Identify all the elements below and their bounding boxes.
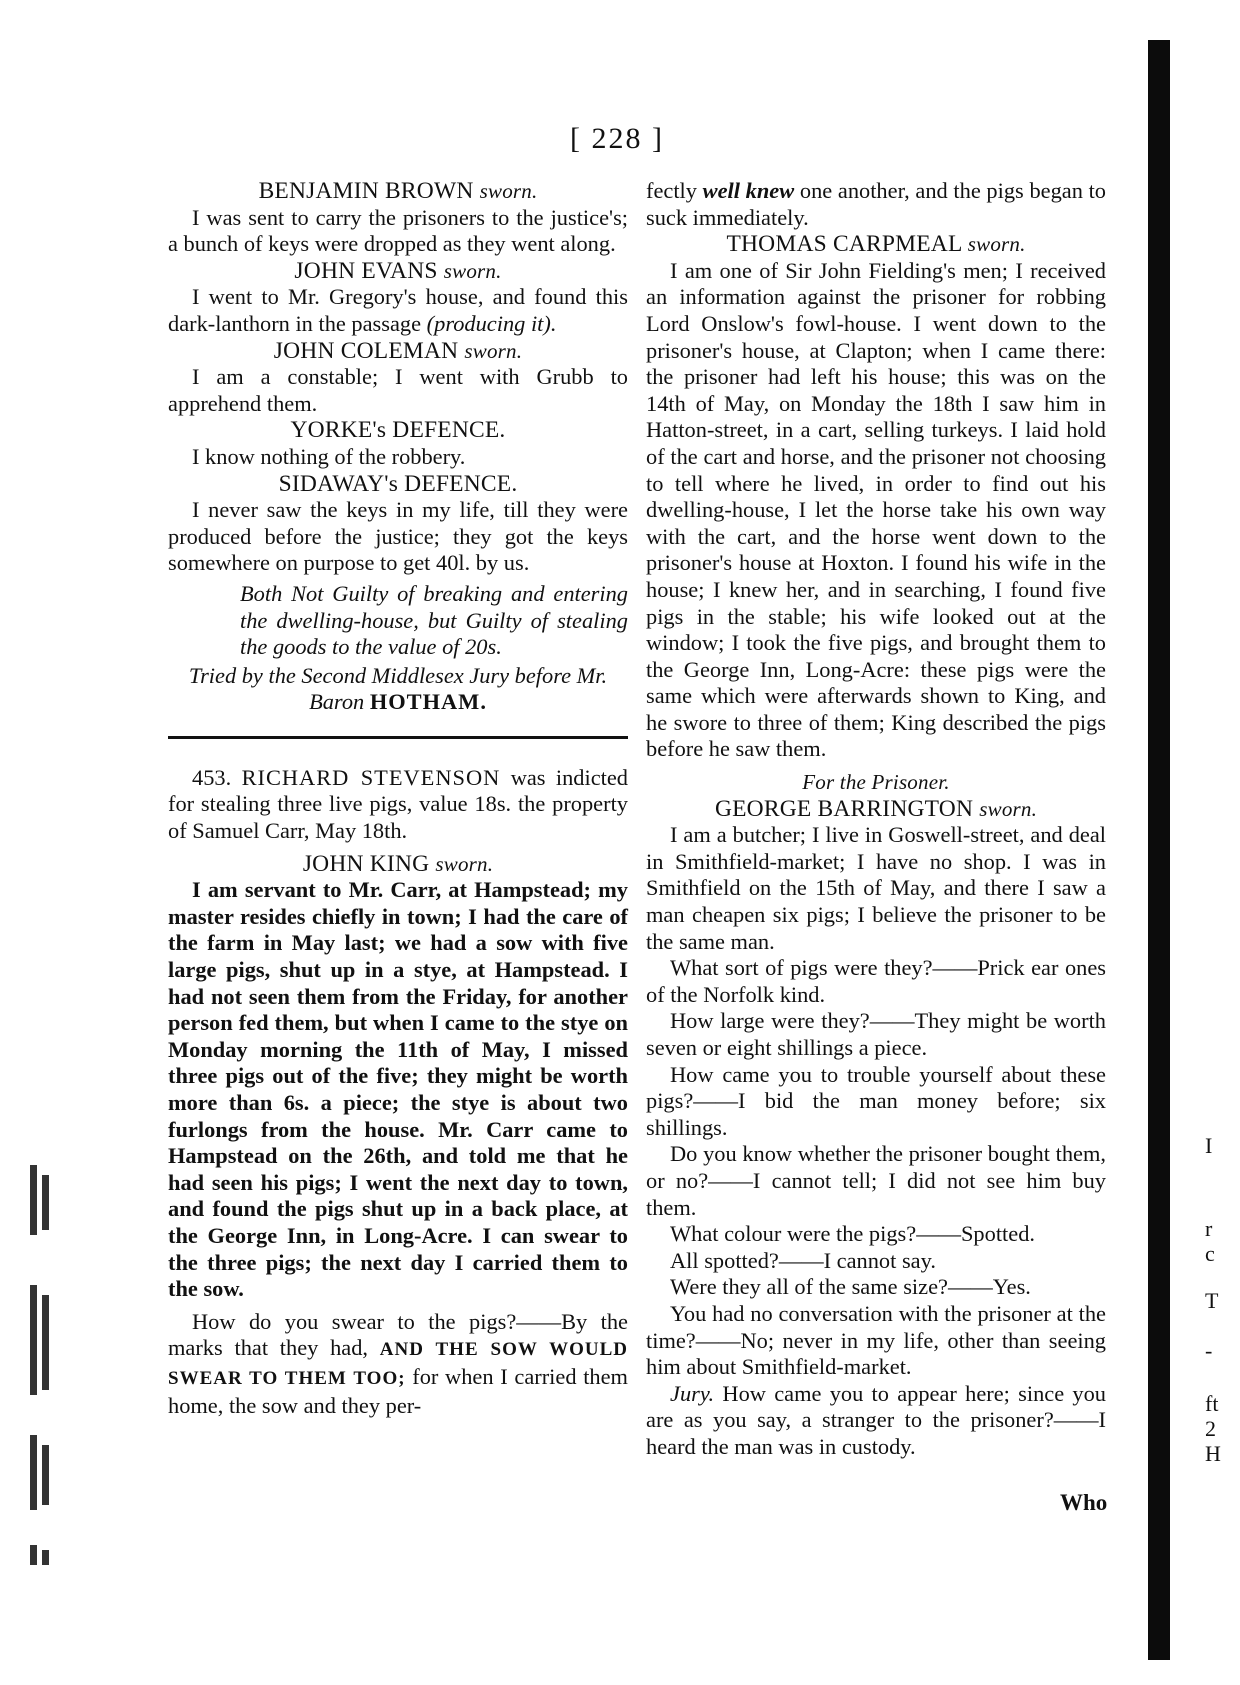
question-answer: Do you know whether the prisoner bought them, or no?——I cannot tell; I did not see him buy them. xyxy=(646,1141,1106,1220)
question-answer: Were they all of the same size?——Yes. xyxy=(670,1274,1031,1300)
right-column xyxy=(646,178,1106,1461)
edge-fragment: H xyxy=(1205,1441,1221,1466)
question-answer: What colour were the pigs?——Spotted. xyxy=(670,1221,1035,1247)
question-answer: All spotted?——I cannot say. xyxy=(670,1247,936,1273)
witness-heading: BENJAMIN BROWN sworn. xyxy=(258,178,538,204)
witness-heading: GEORGE BARRINGTON sworn. xyxy=(714,795,1038,822)
testimony-paragraph: I am a constable; I went with Grubb to apprehend them. xyxy=(168,364,628,416)
left-column xyxy=(168,178,628,1419)
section-subheading: For the Prisoner. xyxy=(802,770,950,795)
case-indictment: 453. RICHARD STEVENSON was indicted for stealing three live pigs, value 18s. the property of Samuel Carr, May 18th. xyxy=(168,764,628,844)
edge-fragment: I xyxy=(1205,1133,1213,1158)
testimony-paragraph: fectly well knew one another, and the pigs began to suck immediately. xyxy=(646,178,1106,230)
witness-heading: JOHN COLEMAN sworn. xyxy=(273,337,523,364)
witness-heading: JOHN KING sworn. xyxy=(302,850,494,877)
question-answer: How came you to trouble yourself about these pigs?——I bid the man money before; six shillings. xyxy=(646,1061,1106,1140)
witness-heading: THOMAS CARPMEAL sworn. xyxy=(726,231,1026,258)
question-answer: Jury. How came you to appear here; since you are as you say, a stranger to the prisoner?——I heard the man was in custody. xyxy=(646,1380,1106,1459)
defence-heading: YORKE's DEFENCE. xyxy=(290,417,506,444)
question-answer: How large were they?——They might be worth seven or eight shillings a piece. xyxy=(646,1008,1106,1060)
edge-fragment: T xyxy=(1205,1288,1219,1313)
verdict-text: Both Not Guilty of breaking and entering the dwelling-house, but Guilty of stealing the goods to the value of 20s. xyxy=(240,580,628,660)
testimony-paragraph: I was sent to carry the prisoners to the justice's; a bunch of keys were dropped as they went along. xyxy=(168,204,628,257)
edge-fragment: r xyxy=(1205,1216,1213,1241)
binding-marks xyxy=(30,1165,60,1635)
catchword: Who xyxy=(1060,1490,1108,1515)
testimony-paragraph: I know nothing of the robbery. xyxy=(192,443,466,469)
testimony-paragraph: I went to Mr. Gregory's house, and found this dark-lanthorn in the passage (producing it). xyxy=(168,284,628,336)
testimony-paragraph: I am a butcher; I live in Goswell-street, and deal in Smithfield-market; I have no shop. I was in Smithfield on the 15th of May, and there I saw a man cheapen six pigs; I believe the prisoner to be the same man. xyxy=(646,822,1106,954)
question-answer: You had no conversation with the prisoner at the time?——No; never in my life, other than seeing him about Smithfield-market. xyxy=(646,1300,1106,1380)
witness-heading: JOHN EVANS sworn. xyxy=(294,257,502,284)
question-answer: What sort of pigs were they?——Prick ear ones of the Norfolk kind. xyxy=(646,955,1106,1007)
testimony-paragraph: I never saw the keys in my life, till they were produced before the justice; they got the keys somewhere on purpose to get 40l. by us. xyxy=(168,497,628,576)
testimony-paragraph: I am servant to Mr. Carr, at Hampstead; my master resides chiefly in town; I had the care of the farm in May last; we had a sow with five large pigs, shut up in a stye, at Hampstead. I had not seen them from the Friday, for another person fed them, but when I came to the stye on Monday morning the 11th of May, I missed three pigs out of the five; they might be worth more than 6s. a piece; the stye is about two furlongs from the house. Mr. Carr came to Hampstead on the 26th, and told me that he had seen his pigs; I went the next day to town, and found the pigs shut up in a back place, at the George Inn, in Long-Acre. I can swear to the three pigs; the next day I carried them to the sow. xyxy=(168,877,628,1302)
edge-fragment: 2 xyxy=(1205,1416,1216,1441)
testimony-paragraph: How do you swear to the pigs?——By the marks that they had, AND THE SOW WOULD SWEAR TO THEM TOO; for when I carried them home, the sow and they per- xyxy=(168,1308,628,1418)
testimony-paragraph: I am one of Sir John Fielding's men; I received an information against the prisoner for robbing Lord Onslow's fowl-house. I went down to the prisoner's house, at Clapton; when I came there: the prisoner had left his house; this was on the 14th of May, on Monday the 18th I saw him in Hatton-street, in a cart, selling turkeys. I laid hold of the cart and horse, and the prisoner not choosing to tell where he lived, in order to find out his dwelling-house, I let the horse take his own way with the cart, and the horse went down to the prisoner's house at Hoxton. I found his wife in the house; I knew her, and in searching, I found five pigs in the stable; his wife looked out at the window; I took the five pigs, and brought them to the George Inn, Long-Acre: these pigs were the same which were afterwards shown to King, and he swore to three of them; King described the pigs before he saw them. xyxy=(646,257,1106,762)
defence-heading: SIDAWAY's DEFENCE. xyxy=(278,470,518,497)
page-edge-shadow xyxy=(1148,40,1170,1660)
edge-fragment: - xyxy=(1205,1338,1213,1363)
section-divider xyxy=(168,736,628,739)
page-number: [ 228 ] xyxy=(570,122,664,155)
tried-line: Tried by the Second Middlesex Jury before Mr. Baron HOTHAM. xyxy=(188,662,608,715)
edge-fragment: ft xyxy=(1205,1391,1219,1416)
edge-fragment: c xyxy=(1205,1241,1215,1266)
